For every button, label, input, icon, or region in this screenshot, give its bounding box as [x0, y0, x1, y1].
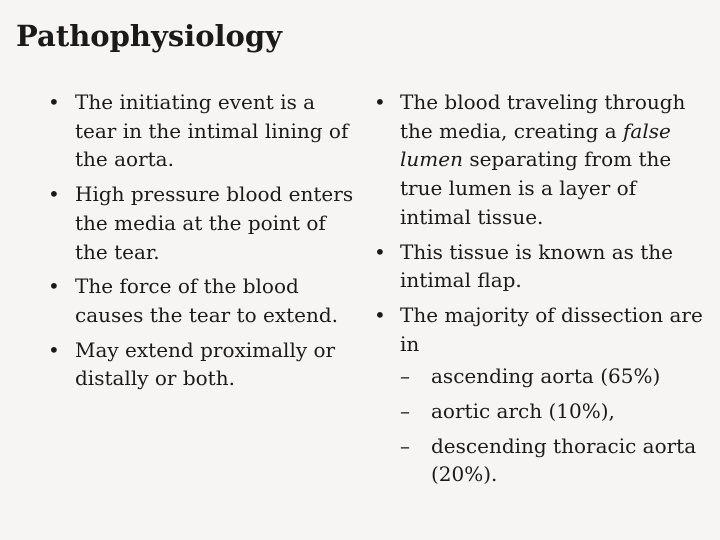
right-bullet-list	[374, 88, 712, 495]
dash-icon: –	[400, 364, 410, 389]
sub-list-item-text: descending thoracic aorta (20%).	[431, 433, 697, 487]
list-item-text: The majority of dissection are in	[400, 302, 703, 356]
list-item	[374, 301, 712, 489]
list-item-text: The force of the blood causes the tear to extend.	[75, 274, 339, 327]
sub-list-item	[400, 362, 712, 391]
bullet-icon: •	[374, 239, 386, 264]
sub-list-item-text: ascending aorta (65%)	[431, 364, 661, 389]
dash-icon: –	[400, 399, 410, 424]
list-item	[48, 180, 354, 266]
list-item-text-start: The blood traveling through the media, creating a	[400, 90, 686, 143]
bullet-icon: •	[48, 337, 60, 362]
sub-list-item	[400, 397, 712, 426]
slide-title: Pathophysiology	[16, 19, 283, 53]
sub-list-item-text: aortic arch (10%),	[431, 399, 615, 424]
dissection-location-sublist	[400, 362, 712, 489]
bullet-icon: •	[374, 90, 386, 114]
bullet-icon: •	[374, 302, 386, 327]
bullet-icon: •	[48, 274, 60, 299]
list-item	[374, 88, 712, 232]
list-item-text: High pressure blood enters the media at the point of the tear.	[75, 182, 354, 264]
list-item-text: This tissue is known as the intimal flap.	[400, 239, 673, 293]
bullet-icon: •	[48, 90, 60, 114]
list-item-text: May extend proximally or distally or both.	[75, 337, 336, 391]
list-item	[48, 88, 354, 174]
false-lumen-emphasis: false lumen	[400, 118, 671, 172]
sub-list-item	[400, 432, 712, 489]
list-item-text: The initiating event is a tear in the intimal lining of the aorta.	[75, 90, 349, 172]
list-item	[48, 336, 354, 393]
dash-icon: –	[400, 433, 410, 458]
bullet-icon: •	[48, 182, 60, 207]
list-item	[374, 238, 712, 295]
list-item	[48, 272, 354, 329]
left-bullet-list	[48, 88, 354, 399]
list-item-text-end: separating from the true lumen is a layer of intimal tissue.	[400, 147, 672, 229]
